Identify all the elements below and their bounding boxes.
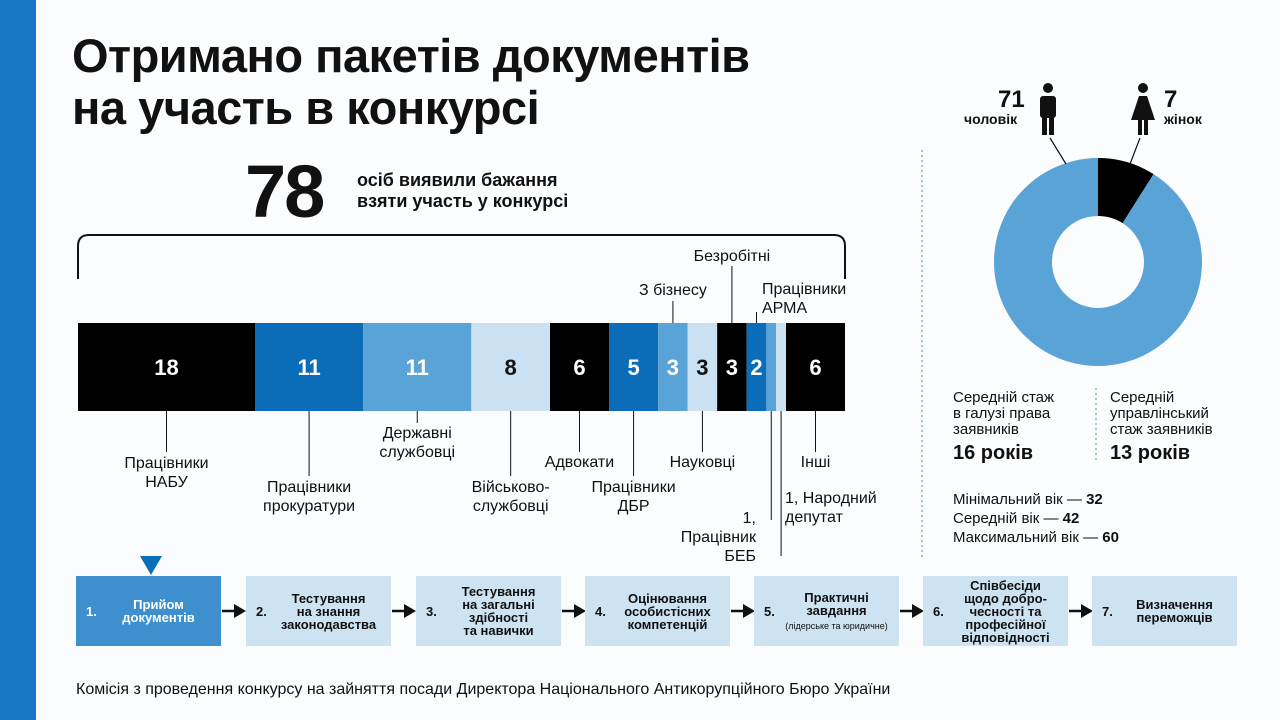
management-experience-heading xyxy=(1110,390,1250,438)
category-label: ДБР xyxy=(617,498,650,515)
step-number: 3. xyxy=(426,603,437,619)
law-exp-line1: Середній стаж xyxy=(953,389,1055,406)
step-label: Визначення переможців xyxy=(1136,597,1213,625)
category-label: Науковці xyxy=(669,454,736,471)
bar-value-label: 3 xyxy=(725,355,739,380)
law-experience-value: 16 років xyxy=(953,442,1034,464)
mgmt-exp-line1: Середній xyxy=(1110,389,1175,406)
category-label: 1, Народний xyxy=(785,490,877,507)
process-step-2 xyxy=(246,576,391,646)
step-label: Оцінювання особистісних компетенцій xyxy=(624,590,711,632)
step-number: 5. xyxy=(764,603,775,619)
bar-value-label: 2 xyxy=(750,355,763,380)
category-label: З бізнесу xyxy=(638,282,707,299)
category-label: Інші xyxy=(800,454,831,471)
category-label: службовці xyxy=(379,444,456,461)
category-label: БЕБ xyxy=(724,548,756,565)
woman-icon xyxy=(1130,82,1156,136)
man-icon xyxy=(1036,82,1060,136)
arrow-right-icon xyxy=(392,602,418,620)
process-step-5 xyxy=(754,576,899,646)
category-label: АРМА xyxy=(762,300,808,317)
bar-value-label: 6 xyxy=(573,355,586,380)
step-number: 1. xyxy=(86,603,97,619)
page-title-line2: на участь в конкурсі xyxy=(72,81,540,134)
category-label: Працівники xyxy=(591,479,676,496)
bar-value-label: 18 xyxy=(154,355,179,380)
process-step-3 xyxy=(416,576,561,646)
step-label: Співбесіди щодо добро- чесності та професійної відповідності xyxy=(961,577,1050,645)
footer-caption: Комісія з проведення конкурсу на зайняття посади Директора Національного Антикорупційного Бюро України xyxy=(76,681,891,698)
mgmt-exp-line2: управлінський xyxy=(1110,405,1209,422)
management-experience-value: 13 років xyxy=(1110,442,1191,464)
category-label: Працівники xyxy=(266,479,352,496)
step-number: 4. xyxy=(595,603,606,619)
mgmt-exp-line3: стаж заявників xyxy=(1110,421,1213,438)
category-label: Безробітні xyxy=(693,248,771,265)
age-stats xyxy=(953,490,1119,547)
process-step-7 xyxy=(1092,576,1237,646)
men-pointer-line xyxy=(1050,138,1066,164)
current-step-marker-icon xyxy=(140,556,162,576)
category-label: НАБУ xyxy=(145,474,188,491)
bar-value-label: 5 xyxy=(627,355,640,380)
age-avg: Середній вік — 42 xyxy=(953,510,1080,527)
category-label: Працівники xyxy=(762,281,847,298)
process-step-6 xyxy=(923,576,1068,646)
men-label: чоловік xyxy=(964,111,1018,127)
category-label: Державні xyxy=(382,425,452,442)
law-experience-heading xyxy=(953,390,1093,438)
process-step-4 xyxy=(585,576,730,646)
step-label: Практичні завдання (лідерське та юридичне) xyxy=(782,591,899,631)
law-exp-line2: в галузі права xyxy=(953,405,1051,422)
bar-value-label: 3 xyxy=(696,355,709,380)
age-min: Мінімальний вік — 32 xyxy=(953,491,1103,508)
bar-value-label: 8 xyxy=(504,355,517,380)
bar-value-label: 6 xyxy=(809,355,822,380)
age-max: Максимальний вік — 60 xyxy=(953,529,1119,546)
step-label: Тестування на знання законодавства xyxy=(280,590,377,632)
step-number: 7. xyxy=(1102,603,1113,619)
category-label: прокуратури xyxy=(263,498,356,515)
bar-value-label: 11 xyxy=(405,355,429,380)
category-label: депутат xyxy=(785,509,843,526)
category-label: Працівники xyxy=(124,455,209,472)
step-sublabel: (лідерське та юридичне) xyxy=(785,621,888,631)
women-pointer-line xyxy=(1130,138,1140,164)
step-label: Прийом документів xyxy=(122,597,195,625)
arrow-right-icon xyxy=(222,602,248,620)
step-number: 2. xyxy=(256,603,267,619)
category-label: Працівник xyxy=(680,529,756,546)
women-label: жінок xyxy=(1164,111,1202,127)
category-label: службовці xyxy=(472,498,549,515)
category-label: 1, xyxy=(742,510,756,527)
total-desc-line1: осіб виявили бажання xyxy=(357,170,558,190)
women-count: 7 xyxy=(1164,86,1178,113)
total-applicants-number: 78 xyxy=(245,150,324,233)
category-label: Військово- xyxy=(471,479,550,496)
page-title-line1: Отримано пакетів документів xyxy=(72,29,750,82)
step-number: 6. xyxy=(933,603,944,619)
men-count: 71 xyxy=(998,86,1025,113)
law-exp-line3: заявників xyxy=(953,421,1019,438)
bar-value-label: 11 xyxy=(297,355,321,380)
bar-value-label: 3 xyxy=(666,355,680,380)
category-label: Адвокати xyxy=(544,454,615,471)
process-step-1 xyxy=(76,576,221,646)
total-desc-line2: взяти участь у конкурсі xyxy=(357,191,569,211)
step-label: Тестування на загальні здібності та навички xyxy=(461,584,536,638)
